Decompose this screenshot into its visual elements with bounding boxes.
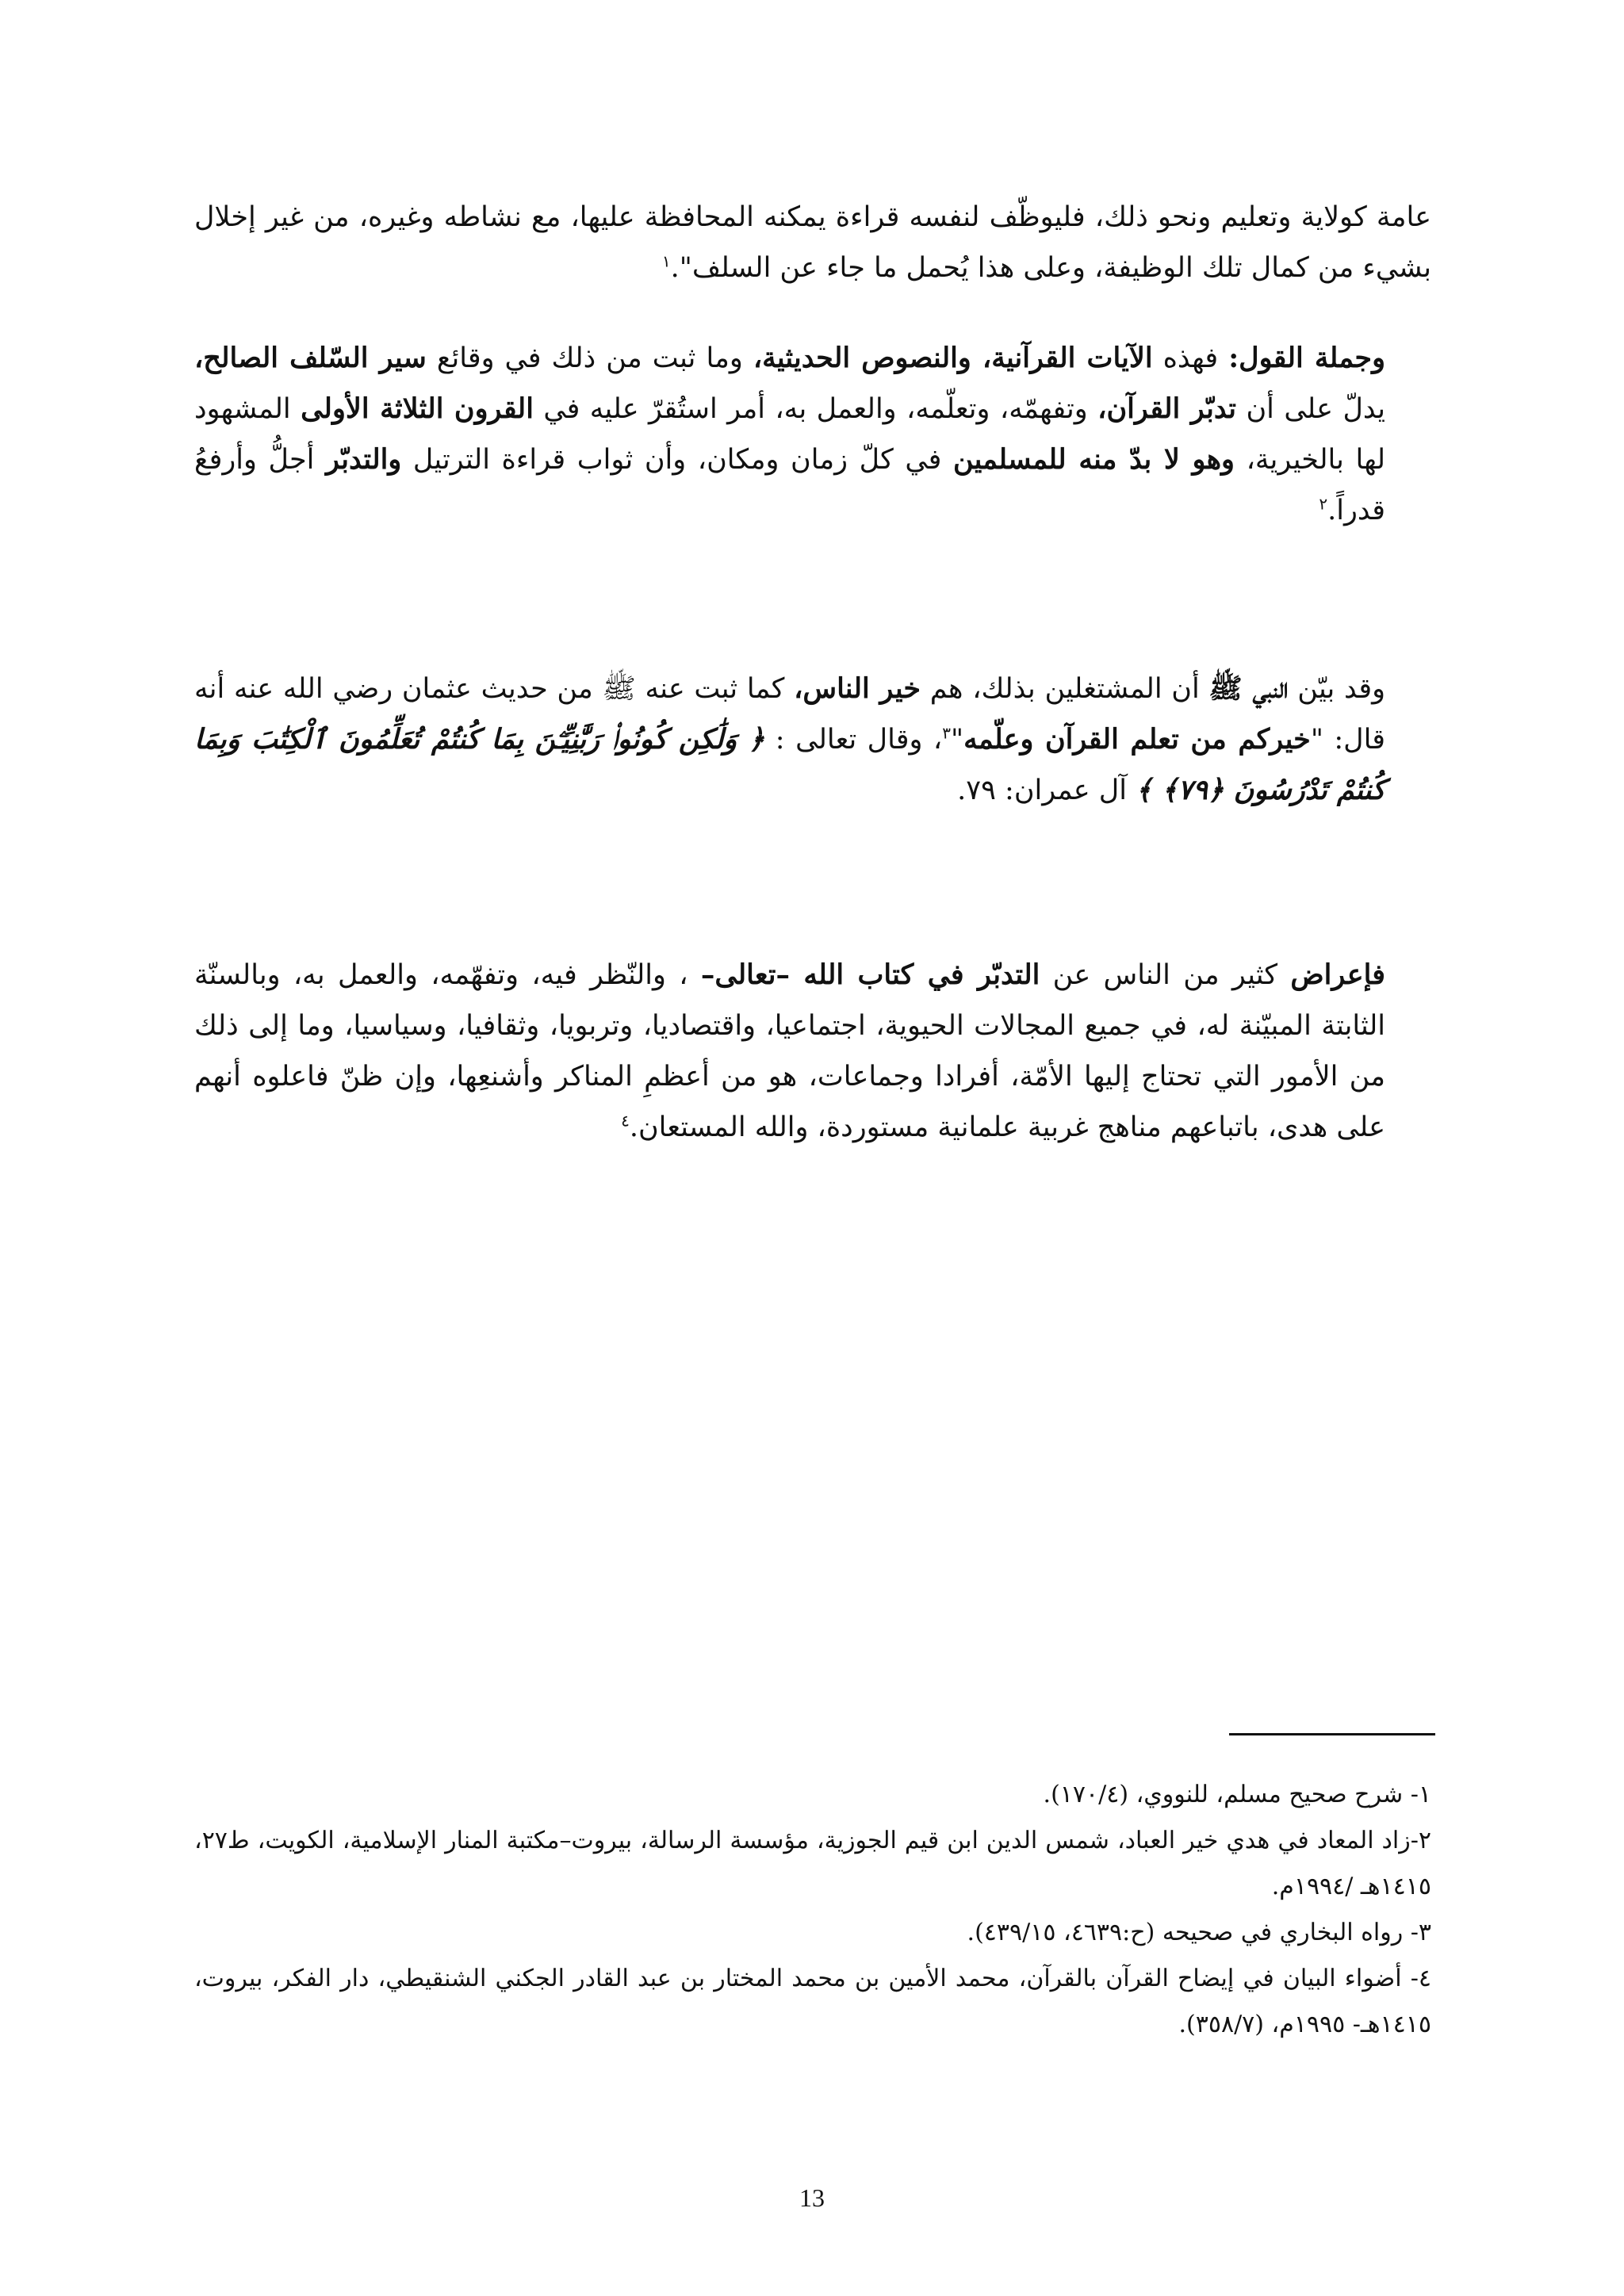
footnote-2: ٢-زاد المعاد في هدي خير العباد، شمس الدين ابن قيم الجوزية، مؤسسة الرسالة، بيروت–مكتبة المنار الإسلامية، الكويت، ط٢٧، ١٤١٥هـ /١٩٩٤م. — [194, 1827, 1431, 1900]
paragraph-3-text: " — [950, 724, 964, 756]
paragraph-2-text: أجلُّ وأرفعُ قدراً. — [194, 444, 1385, 526]
footnote-1: ١- شرح صحيح مسلم، للنووي، (١٧٠/٤). — [1043, 1781, 1431, 1808]
footnote-ref-2[interactable]: ٢ — [1319, 494, 1328, 514]
paragraph-2-text: وتفهمّه، وتعلّمه، والعمل به، أمر استُقرّ عليه في — [533, 393, 1098, 425]
paragraph-2-text: في كلّ زمان ومكان، وأن ثواب قراءة الترتيل — [401, 444, 953, 476]
paragraph-3-text: وقد بيّن — [1288, 673, 1385, 705]
footnote-4: ٤- أضواء البيان في إيضاح القرآن بالقرآن، محمد الأمين بن محمد المختار بن عبد القادر الجكني الشنقيطي، دار الفكر، بيروت، ١٤١٥هـ- ١٩٩٥م، (٣٥٨/٧). — [194, 1965, 1431, 2038]
footnote-ref-1[interactable]: ١ — [661, 251, 671, 271]
paragraph-2-text: فهذه — [1152, 342, 1229, 374]
paragraph-2-text: وما ثبت من ذلك في وقائع — [426, 342, 753, 374]
paragraph-4-emphasis: التدبّر في كتاب الله –تعالى– — [700, 959, 1040, 991]
page-number: 13 — [799, 2183, 825, 2212]
paragraph-1-text: عامة كولاية وتعليم ونحو ذلك، فليوظّف لنفسه قراءة يمكنه المحافظة عليها، مع نشاطه وغيره، من غير إخلال بشيء من كمال تلك الوظيفة، وعلى هذا يُحمل ما جاء عن السلف". — [194, 201, 1431, 284]
paragraph-2-text: المشهود لها بالخيرية، — [194, 393, 1385, 476]
paragraph-3-text: ، وقال تعالى : — [764, 724, 943, 756]
paragraph-4 — [194, 950, 1431, 1153]
paragraph-2-emphasis: وهو لا بدّ منه للمسلمين — [952, 443, 1235, 476]
quran-verse: ﴿ وَلَٰكِن كُونُوا۟ رَبَّٰنِيِّـۧنَ بِمَا كُنتُمْ تُعَلِّمُونَ ٱلْكِتَٰبَ وَبِمَا كُنتُمْ تَدْرُسُونَ ﴿٧٩﴾ ﴾ — [194, 723, 1385, 806]
footnote-3: ٣- رواه البخاري في صحيحه (ح:٤٦٣٩، ٤٣٩/١٥). — [967, 1919, 1431, 1946]
summary-label: وجملة القول: — [1228, 342, 1385, 374]
paragraph-2-emphasis: الآيات القرآنية، والنصوص الحديثية، — [753, 342, 1153, 374]
paragraph-2 — [194, 333, 1431, 536]
paragraph-4-text: كثير من الناس عن — [1040, 959, 1291, 991]
paragraph-3-text: كما ثبت عنه ﷺ من حديث عثمان رضي الله عنه أنه قال: " — [194, 673, 1386, 756]
hadith-quote: خيركم من تعلم القرآن وعلّمه — [963, 723, 1311, 756]
verse-citation: آل عمران: ٧٩. — [957, 775, 1136, 806]
paragraph-2-emphasis: القرون الثلاثة الأولى — [301, 392, 534, 425]
paragraph-4-emphasis: فإعراض — [1290, 959, 1385, 991]
paragraph-2-text: يدلّ على أن — [1235, 393, 1385, 425]
paragraph-3 — [194, 664, 1431, 816]
paragraph-3-emphasis: خير الناس، — [794, 672, 921, 705]
paragraph-2-emphasis: سير السّلف الصالح، — [194, 342, 427, 374]
footnote-separator — [1229, 1733, 1435, 1735]
paragraph-1 — [194, 192, 1431, 293]
paragraph-4-text: ، والنّظر فيه، وتفهّمه، والعمل به، وبالسنّة الثابتة المبيّنة له، في جميع المجالات الحيوية، اجتماعيا، واقتصاديا، وتربويا، وثقافيا، وسياسيا، وما إلى ذلك من الأمور التي تحتاج إليها الأمّة، أفرادا وجماعات، هو من أعظمِ المناكر وأشنعِها، وإن ظنّ فاعلوه أنهم على هدى، باتباعهم مناهج غربية علمانية مستوردة، والله المستعان. — [194, 959, 1385, 1143]
paragraph-3-emphasis: النبي ﷺ — [1208, 672, 1289, 705]
paragraph-2-emphasis: تدبّر القرآن، — [1097, 392, 1236, 425]
paragraph-2-emphasis: والتدبّر — [325, 443, 402, 476]
footnotes — [194, 1772, 1431, 2048]
paragraph-3-text: أن المشتغلين بذلك، هم — [921, 673, 1209, 705]
footnote-ref-3[interactable]: ٣ — [942, 723, 951, 743]
footnote-ref-4[interactable]: ٤ — [621, 1111, 630, 1131]
